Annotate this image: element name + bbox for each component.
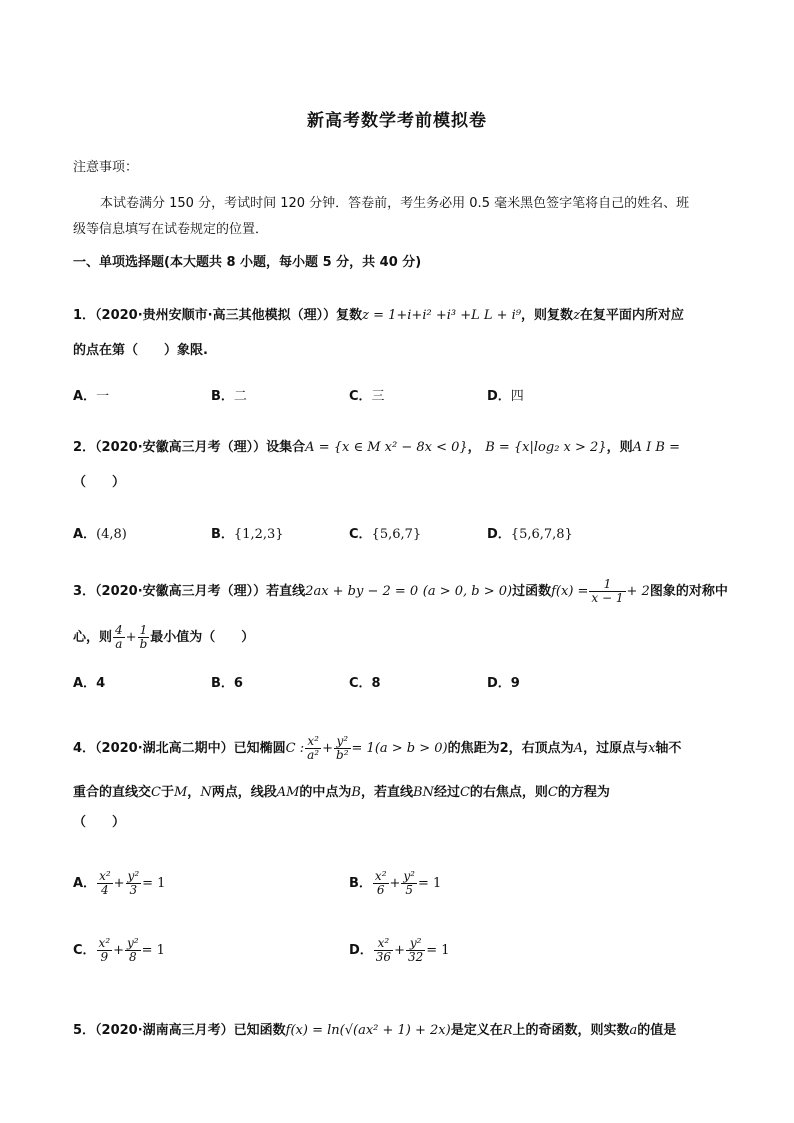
- question-1-line-2: 的点在第（ ）象限.: [73, 343, 208, 358]
- fraction: $\frac{\text{x²}}{36}$: [375, 936, 392, 964]
- notice-heading: 注意事项：: [73, 160, 139, 175]
- line-equation: 2ax + by − 2 = 0: [305, 584, 419, 599]
- question-1-line-1: [73, 308, 684, 324]
- question-1-text: ，则复数: [521, 308, 574, 323]
- question-5-prefix: 5．（2020·湖南高三月考）已知函数: [73, 1023, 286, 1038]
- fraction: $\frac{\text{y²}}{5}$: [403, 869, 415, 897]
- question-4-option-c[interactable]: C． $\frac{\text{x²}}{9}$ + $\frac{\text{y²}}{8}$ = 1: [73, 936, 165, 964]
- question-4-line-3: （ ）: [73, 815, 126, 830]
- question-5-formula: f(x) = ln(√(ax² + 1) + 2x): [285, 1023, 451, 1038]
- fraction: $\frac{4}{a}$: [115, 623, 123, 651]
- question-3-line-2: 心，则 $\frac{4}{a}$ + $\frac{1}{b}$ 最小值为（ ）: [73, 623, 255, 651]
- intersection-formula: A I B =: [632, 440, 680, 455]
- question-4-option-a[interactable]: A． $\frac{\text{x²}}{4}$ + $\frac{\text{y²}}{3}$ = 1: [73, 869, 166, 897]
- math-z: z: [573, 308, 580, 323]
- question-1-option-a[interactable]: A．一: [73, 389, 110, 404]
- fraction: $\frac{\text{y²}}{\text{b²}}$: [336, 734, 349, 762]
- question-4-line-1: 4．（2020·湖北高二期中）已知椭圆C : $\frac{\text{x²}}{\text{a²}}$ + $\frac{\text{y²}}{\text{b²}}$ = 1(a > b > 0)的焦距为2，右顶点为A，过原点与x轴不: [73, 734, 682, 762]
- question-1-text: 在复平面内所对应: [579, 308, 684, 323]
- page-title: 新高考数学考前模拟卷: [307, 111, 487, 131]
- question-5-line-1: 5．（2020·湖南高三月考）已知函数f(x) = ln(√(ax² + 1) + 2x)是定义在R上的奇函数，则实数a的值是: [73, 1023, 677, 1038]
- set-a-formula: A = {x ∈ M x² − 8x < 0}: [305, 440, 468, 455]
- question-4-prefix: 4．（2020·湖北高二期中）已知椭圆: [73, 741, 286, 756]
- fraction: $\frac{\text{y²}}{3}$: [127, 869, 140, 897]
- fraction: $\frac{\text{x²}}{6}$: [374, 869, 387, 897]
- fraction: $\frac{\text{x²}}{4}$: [99, 869, 111, 897]
- line-condition: (a > 0, b > 0): [422, 584, 513, 599]
- function-fx: f(x) =: [551, 584, 589, 599]
- question-3-option-b[interactable]: B．6: [211, 676, 243, 691]
- question-3-prefix: 3．（2020·安徽高三月考（理））若直线: [73, 584, 306, 599]
- question-3-line-1: 3．（2020·安徽高三月考（理））若直线2ax + by − 2 = 0 (a > 0, b > 0)过函数f(x) = $\frac{1}{x - 1}$ + 2图象的对称中: [73, 577, 728, 605]
- notice-line-2: 级等信息填写在试卷规定的位置．: [73, 222, 269, 237]
- notice-line-1: 本试卷满分 150 分，考试时间 120 分钟．答卷前，考生务必用 0.5 毫米黑色签字笔将自己的姓名、班: [100, 196, 690, 211]
- fraction: $\frac{\text{y²}}{8}$: [127, 936, 139, 964]
- fraction: $\frac{1}{x - 1}$: [591, 577, 624, 605]
- question-4-option-b[interactable]: B． $\frac{\text{x²}}{6}$ + $\frac{\text{y²}}{5}$ = 1: [349, 869, 442, 897]
- question-3-option-a[interactable]: A．4: [73, 676, 106, 691]
- question-1-formula: z = 1+i+i² +i³ +L L + i⁹: [362, 308, 522, 323]
- fraction: $\frac{1}{b}$: [139, 623, 148, 651]
- set-b-formula: B = {x|log₂ x > 2}: [485, 440, 607, 455]
- question-1-prefix: 1．（2020·贵州安顺市·高三其他模拟（理））复数: [73, 308, 363, 323]
- question-1-option-d[interactable]: D．四: [487, 389, 524, 404]
- question-2-line-2: （ ）: [73, 475, 126, 490]
- question-2-option-c[interactable]: C．{5,6,7}: [349, 527, 422, 542]
- question-2-option-a[interactable]: A．(4,8): [73, 527, 127, 542]
- fraction: $\frac{\text{x²}}{\text{a²}}$: [307, 734, 320, 762]
- question-4-line-2: 重合的直线交C于M，N两点，线段AM的中点为B，若直线BN经过C的右焦点，则C的方程为: [73, 785, 610, 800]
- question-1-option-c[interactable]: C．三: [349, 389, 385, 404]
- fraction: $\frac{\text{x²}}{9}$: [98, 936, 111, 964]
- question-2-option-b[interactable]: B．{1,2,3}: [211, 527, 284, 542]
- question-1-option-b[interactable]: B．二: [211, 389, 247, 404]
- section-heading: 一、单项选择题(本大题共 8 小题，每小题 5 分，共 40 分): [73, 255, 422, 270]
- fraction: $\frac{\text{y²}}{32}$: [407, 936, 424, 964]
- question-2-prefix: 2．（2020·安徽高三月考（理））设集合: [73, 440, 306, 455]
- question-2-option-d[interactable]: D．{5,6,7,8}: [487, 527, 573, 542]
- question-3-option-d[interactable]: D．9: [487, 676, 520, 691]
- question-4-option-d[interactable]: D． $\frac{\text{x²}}{36}$ + $\frac{\text{y²}}{32}$ = 1: [349, 936, 450, 964]
- question-2-line-1: 2．（2020·安徽高三月考（理））设集合A = {x ∈ M x² − 8x < 0}， B = {x|log₂ x > 2}，则A I B =: [73, 440, 680, 455]
- question-3-option-c[interactable]: C．8: [349, 676, 381, 691]
